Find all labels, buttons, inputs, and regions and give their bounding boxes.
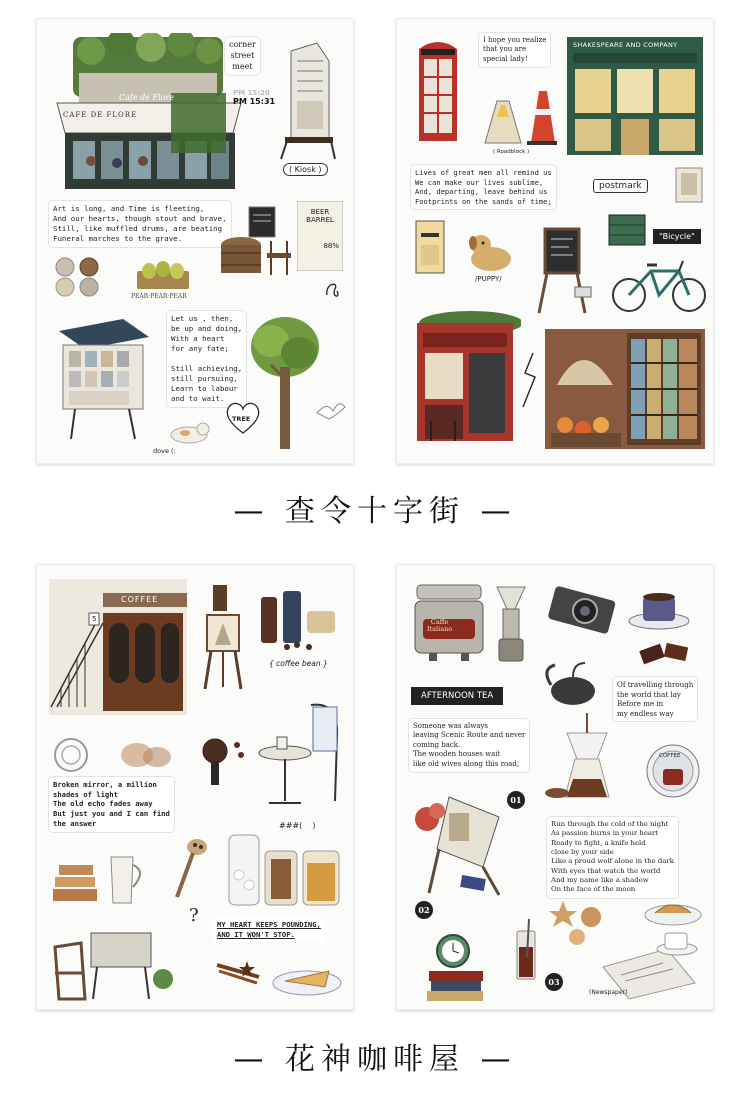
afternoon-tea-label: AFTERNOON TEA [411,687,503,705]
coffee-cup-sign-text: COFFEE [659,753,681,759]
mailbox-sticker [413,217,447,277]
question-mark: ? [189,905,199,926]
lives-of-great-men-poem: Lives of great men all remind us We can make our lives sublime, And, departing, leave behind us Footprints on the sands of time; [411,165,556,209]
camera-sticker [547,579,621,635]
hash-mark-label: ###( ) [279,821,316,830]
wine-barrel-chair-sticker [215,205,295,277]
coffee-grinder-sticker [493,583,529,665]
clock-books-sticker [419,927,491,1003]
puppy-label: /PUPPY/ [475,275,502,283]
tree-heart-text: TREE [232,415,251,423]
stamp-icon [51,735,91,775]
beer-percent: 88% [323,242,339,250]
portafilter-sticker [195,733,247,787]
cafe-awning-text: CAFE DE FLORE [63,111,138,119]
iced-drink-sticker [511,917,541,983]
coffee-sign-text: COFFEE [121,595,159,604]
pear-label: PEAR·PEAR·PEAR [131,293,187,300]
cup-chocolate-sticker [625,589,705,677]
heart-keeps-pounding-text: MY HEART KEEPS POUNDING, AND IT WON'T STOP. [213,917,325,942]
caption-cafe-de-flore: — 花神咖啡屋 — [233,1042,517,1077]
bicycle-sticker [609,255,709,315]
chalkboard-easel-sticker [535,223,595,317]
number-badge-01: 01 [507,791,525,809]
white-bird-icon [313,393,347,425]
broken-mirror-text: Broken mirror, a million shades of light The old echo fades away But just you and I can find the answer [49,777,174,832]
sticker-sheet-cafe-de-flore-2 [396,564,714,1010]
sticker-sheet-charing-cross-2 [396,18,714,464]
roadblock-sticker [479,83,557,149]
art-is-long-poem: Art is long, and Time is fleeting, And our hearts, though stout and brave, Still, like muffled drums, are beating Funeral marches to the grave. [49,201,231,247]
pm-time-shadow: PM 15:20 [233,89,270,97]
puppy-sticker [461,229,517,273]
shakespeare-sign-text: SHAKESPEARE AND COMPANY [573,41,678,49]
squiggle-icon [323,277,345,303]
roadblock-label: ( Roadblock ) [493,149,530,155]
pour-over-coffee-sticker [537,713,633,805]
pm-time-label: PM 15:31 [233,97,276,106]
cinnamon-star-anise-sticker [213,957,263,987]
bookshop-sticker [543,325,707,453]
let-us-then-poem: Let us , then, be up and doing, With a heart for any fate; Still achieving, still pursuing, Learn to labour and to wait. [167,311,246,407]
kiosk-sticker [277,41,337,161]
dove-label: dove (: [153,447,176,455]
croissant-plate-sticker [641,891,705,931]
outdoor-table-sticker [47,917,177,1003]
cafe-table-chair-sticker [255,697,345,809]
someone-leaving-text: Someone was always leaving Scenic Route and never coming back. The wooden houses wait like old wives along this road; [409,719,529,772]
coffee-stain-sticker [117,735,177,775]
run-through-the-cold-text: Run through the cold of the night As passion burns in your heart Ready to fight, a knife held close by your side Like a proud wolf alone in the dark With eyes that watch the world And my name like a shadow On the face of the moon [547,817,678,898]
pear-basket-sticker [129,259,199,293]
special-lady-note: I hope you realize that you are special lady! [479,33,550,67]
pie-slice-sticker [269,957,345,997]
coffee-bean-label: { coffee bean } [269,659,328,668]
framed-picture-sticker [675,167,703,203]
corner-street-meet-label: corner street meet [225,37,260,75]
sticker-sheet-cafe-de-flore-1 [36,564,354,1010]
toast-pitcher-sticker [49,847,157,911]
zigzag-icon [519,351,541,409]
coffee-sign-cup-sticker [643,741,705,803]
caffe-italiano-label: Caffe Italiano [427,618,453,634]
shakespeare-and-company-sticker [565,35,705,157]
spoon-beans-sticker [167,833,217,901]
red-phone-booth-sticker [413,35,463,147]
caption-charing-cross-road: — 查令十字街 — [233,494,517,529]
number-badge-02: 02 [415,901,433,919]
coffee-bean-jars-sticker [257,587,343,651]
newspaper-label: (Newspaper) [589,989,628,996]
travelling-text: Of travelling through the world that lay Before me in my endless way [613,677,697,721]
beer-barrel-tag [297,201,343,271]
painting-easel-sticker [201,581,245,693]
cat-sticker [165,419,213,445]
newsstand-sticker [49,315,161,443]
bicycle-label: "Bicycle" [653,229,701,244]
kiosk-label: ( Kiosk ) [283,163,328,176]
kettle-sticker [541,659,603,709]
cafe-storefront-sticker [411,309,521,449]
door-number: 5 [92,615,97,623]
coffee-shop-front-sticker [47,577,189,717]
postmark-label: postmark [593,179,648,193]
number-badge-03: 03 [545,973,563,991]
glass-jars-sticker [225,829,345,909]
sticker-sheet-charing-cross-1 [36,18,354,464]
cafe-sign-text: Cafe de Flore [119,93,175,102]
beer-barrel-text: BEER BARREL [306,208,334,224]
green-crate-sticker [607,209,647,249]
coins-sticker [53,255,105,299]
deck-chair-sticker [409,787,519,899]
